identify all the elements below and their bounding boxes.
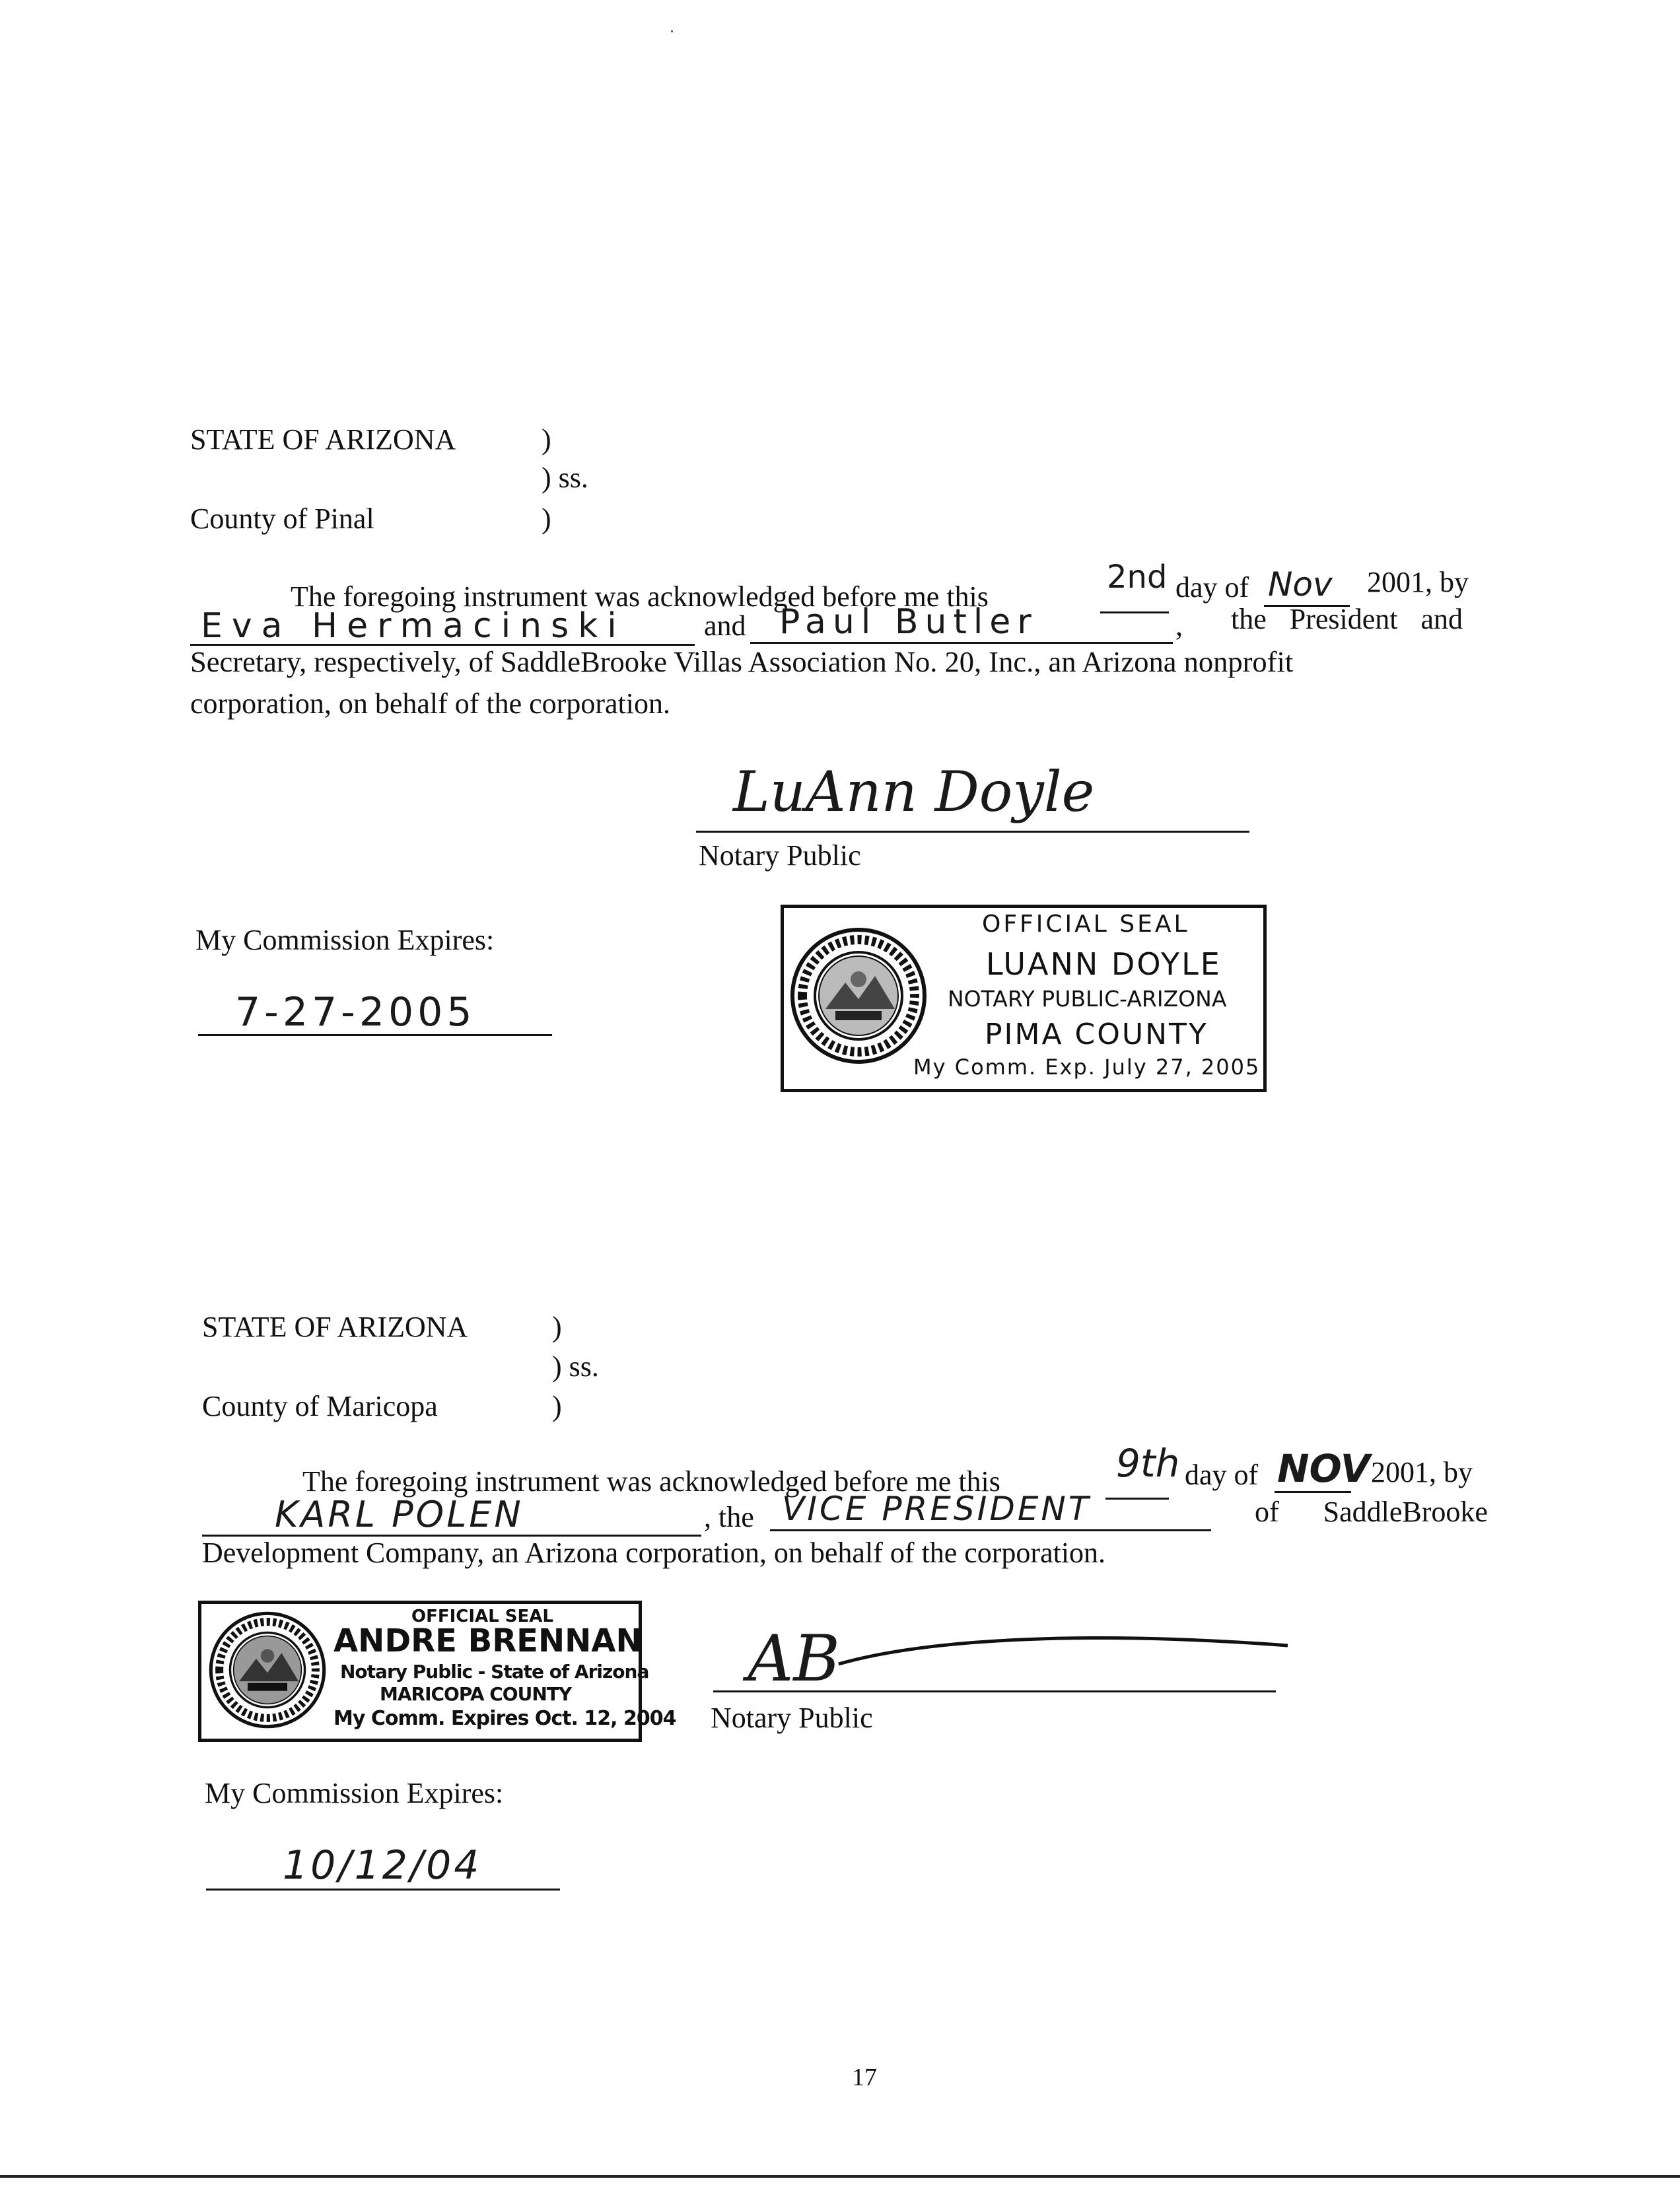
notary-public-label: Notary Public [699, 839, 861, 872]
paren-3: ) [542, 503, 551, 535]
month-fill-handwritten: Nov [1268, 565, 1333, 604]
name2-blank-line [750, 642, 1173, 644]
day-fill-handwritten: 2nd [1107, 559, 1168, 596]
name1-fill-handwritten: Eva Hermacinski [201, 606, 626, 646]
state-heading: STATE OF ARIZONA [190, 423, 456, 456]
arizona-state-seal-icon [789, 926, 928, 1065]
comma-text: , [1175, 609, 1183, 642]
notary-signature-line-2 [713, 1690, 1276, 1692]
day-blank-line [1100, 611, 1169, 613]
and-text: and [704, 609, 746, 642]
seal-role: NOTARY PUBLIC-ARIZONA [948, 986, 1227, 1012]
ack-text: The foregoing instrument was acknowledged before me this [291, 580, 989, 613]
notary-public-label-2: Notary Public [711, 1702, 873, 1734]
page-number: 17 [852, 2064, 877, 2091]
paren-1: ) [542, 423, 551, 456]
seal-title: OFFICIAL SEAL [982, 911, 1190, 938]
notary-signature-handwritten-2: AB [748, 1622, 840, 1696]
state-heading-2: STATE OF ARIZONA [202, 1311, 468, 1343]
paren-3-2: ) [552, 1390, 562, 1422]
notary-signature-line [696, 831, 1249, 833]
arizona-state-seal-icon-2 [208, 1611, 327, 1729]
name-fill-handwritten-2: KARL POLEN [275, 1494, 524, 1535]
commission-fill-handwritten: 7-27-2005 [235, 989, 476, 1035]
year-by-text: 2001, by [1367, 566, 1469, 598]
day-blank-line-2b [1105, 1498, 1169, 1500]
month-fill-handwritten-2: NOV [1277, 1446, 1370, 1491]
county-heading: County of Pinal [190, 503, 374, 535]
title-fill-handwritten-2: VICE PRESIDENT [782, 1490, 1092, 1528]
commission-fill-handwritten-2: 10/12/04 [283, 1842, 482, 1889]
ss-marker: ) ss. [542, 462, 588, 494]
name2-fill-handwritten: Paul Butler [779, 602, 1038, 642]
paren-1-2: ) [552, 1311, 562, 1343]
seal-expires: My Comm. Exp. July 27, 2005 [913, 1055, 1261, 1080]
signature-stroke [832, 1624, 1294, 1677]
seal-county-2: MARICOPA COUNTY [380, 1683, 572, 1705]
commission-label-2: My Commission Expires: [205, 1777, 504, 1809]
day-of-text-2: day of [1185, 1459, 1259, 1491]
scan-bottom-edge [0, 2175, 1680, 2178]
corporation-text: corporation, on behalf of the corporation. [190, 687, 670, 720]
scan-speck [671, 30, 673, 32]
day-fill-handwritten-2: 9th [1116, 1441, 1180, 1486]
of-saddlebrooke-text: of SaddleBrooke [1255, 1496, 1488, 1528]
year-by-text-2: 2001, by [1371, 1456, 1473, 1488]
title-blank-line-2 [770, 1529, 1211, 1531]
notary-signature-handwritten: LuAnn Doyle [733, 759, 1095, 824]
seal-title-2: OFFICIAL SEAL [411, 1607, 553, 1626]
notary-seal-luann-doyle [781, 905, 1267, 1092]
seal-name-2: ANDRE BRENNAN [333, 1622, 643, 1659]
the-text-2: , the [704, 1501, 754, 1533]
seal-name: LUANN DOYLE [986, 946, 1222, 982]
commission-label: My Commission Expires: [195, 924, 495, 956]
ss-marker-2: ) ss. [552, 1350, 599, 1383]
commission-blank-line [198, 1034, 552, 1036]
development-text: Development Company, an Arizona corporation, on behalf of the corporation. [202, 1537, 1106, 1569]
day-of-text: day of [1175, 571, 1249, 604]
month-blank-line-2 [1275, 1491, 1351, 1493]
ack-text-2: The foregoing instrument was acknowledged before me this [302, 1465, 1000, 1498]
president-text: the President and [1231, 603, 1463, 635]
secretary-text: Secretary, respectively, of SaddleBrooke Villas Association No. 20, Inc., an Arizona nonprofit [190, 645, 1294, 678]
commission-blank-line-2 [206, 1889, 560, 1891]
seal-county: PIMA COUNTY [985, 1018, 1208, 1051]
notary-seal-andre-brennan [198, 1601, 676, 1742]
seal-expires-2: My Comm. Expires Oct. 12, 2004 [333, 1707, 676, 1730]
county-heading-2: County of Maricopa [202, 1390, 438, 1422]
seal-role-2: Notary Public - State of Arizona [340, 1661, 649, 1683]
